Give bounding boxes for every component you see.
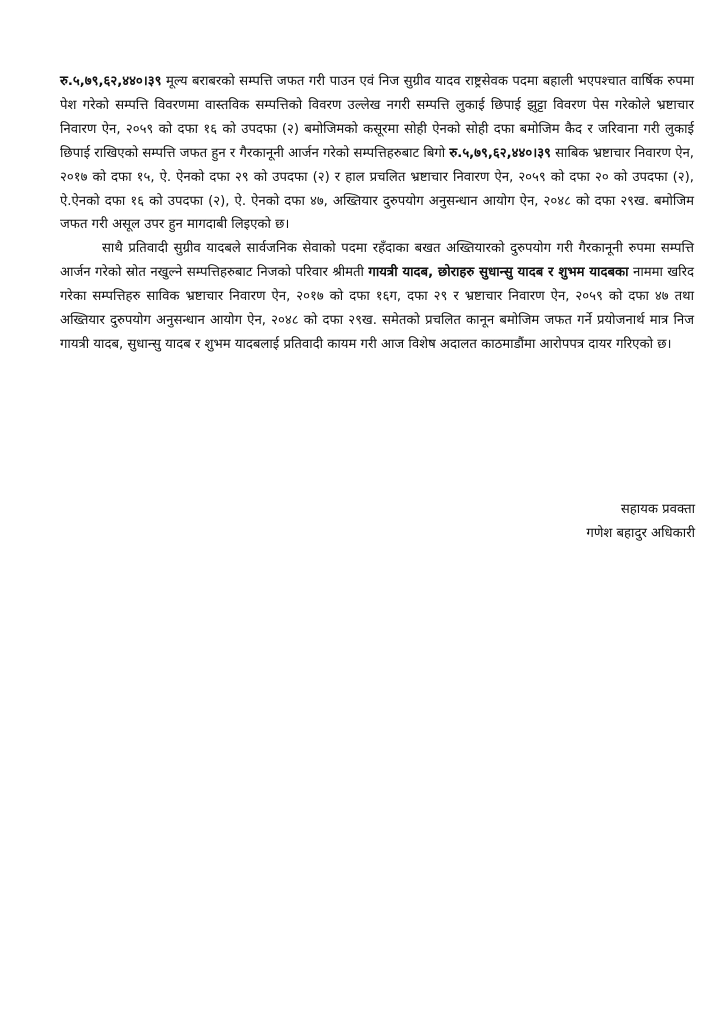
paragraph-demand: [60, 70, 694, 237]
paragraph-family: [60, 237, 694, 357]
document-body: [60, 70, 694, 357]
signature-block: [586, 498, 695, 546]
family-names-bold: गायत्री यादब, छोराहरु सुधान्सु यादब र शुभम यादबका: [368, 265, 629, 281]
paragraph-demand-text-2: साबिक भ्रष्टाचार निवारण ऐन, २०१७ को दफा १५, ऐ. ऐनको दफा २९ को उपदफा (२) र हाल प्रचलित भ्रष्टाचार निवारण ऐन, २०५९ को दफा २० को उपदफा (२), ऐ.ऐनको दफा १६ को उपदफा (२), ऐ. ऐनको दफा ४७, अख्तियार दुरुपयोग अनुसन्धान आयोग ऐन, २०४८ को दफा २९ख. बमोजिम जफत गरी असूल उपर हुन मागदाबी लिइएको छ।: [60, 145, 694, 233]
amount-bold-1: रु.५,७९,६२,४४०।३९: [60, 74, 162, 89]
signature-name: गणेश बहादुर अधिकारी: [586, 526, 695, 541]
signature-title: सहायक प्रवक्ता: [620, 502, 695, 517]
paragraph-family-text-2: नाममा खरिद गरेका सम्पत्तिहरु साविक भ्रष्टाचार निवारण ऐन, २०१७ को दफा १६ग, दफा २९ र भ्रष्टाचार निवारण ऐन, २०५९ को दफा ४७ तथा अख्तियार दुरुपयोग अनुसन्धान आयोग ऐन, २०४८ को दफा २९ख. समेतको प्रचलित कानून बमोजिम जफत गर्ने प्रयोजनार्थ मात्र निज गायत्री यादब, सुधान्सु यादब र शुभम यादबलाई प्रतिवादी कायम गरी आज विशेष अदालत काठमाडौंमा आरोपपत्र दायर गरिएको छ।: [60, 265, 694, 352]
amount-bold-2: रु.५,७९,६२,४४०।३९: [449, 145, 551, 161]
paragraph-demand-text-1: मूल्य बराबरको सम्पत्ति जफत गरी पाउन एवं निज सुग्रीव यादव राष्ट्रसेवक पदमा बहाली भएपश्चात वार्षिक रुपमा पेश गरेको सम्पत्ति विवरणमा वास्तविक सम्पत्तिको विवरण उल्लेख नगरी सम्पत्ति लुकाई छिपाई झुट्टा विवरण पेस गरेकोले भ्रष्टाचार निवारण ऐन, २०५९ को दफा १६ को उपदफा (२) बमोजिमको कसूरमा सोही ऐनको सोही दफा बमोजिम कैद र जरिवाना गरी लुकाई छिपाई राखिएको सम्पत्ति जफत हुन र गैरकानूनी आर्जन गरेको सम्पत्तिहरुबाट बिगो: [60, 74, 694, 161]
paragraph-family-text-1: साथै प्रतिवादी सुग्रीव यादबले सार्वजनिक सेवाको पदमा रहँदाका बखत अख्तियारको दुरुपयोग गरी गैरकानूनी रुपमा सम्पत्ति आर्जन गरेको स्रोत नखुल्ने सम्पत्तिहरुबाट निजको परिवार श्रीमती: [60, 241, 694, 281]
